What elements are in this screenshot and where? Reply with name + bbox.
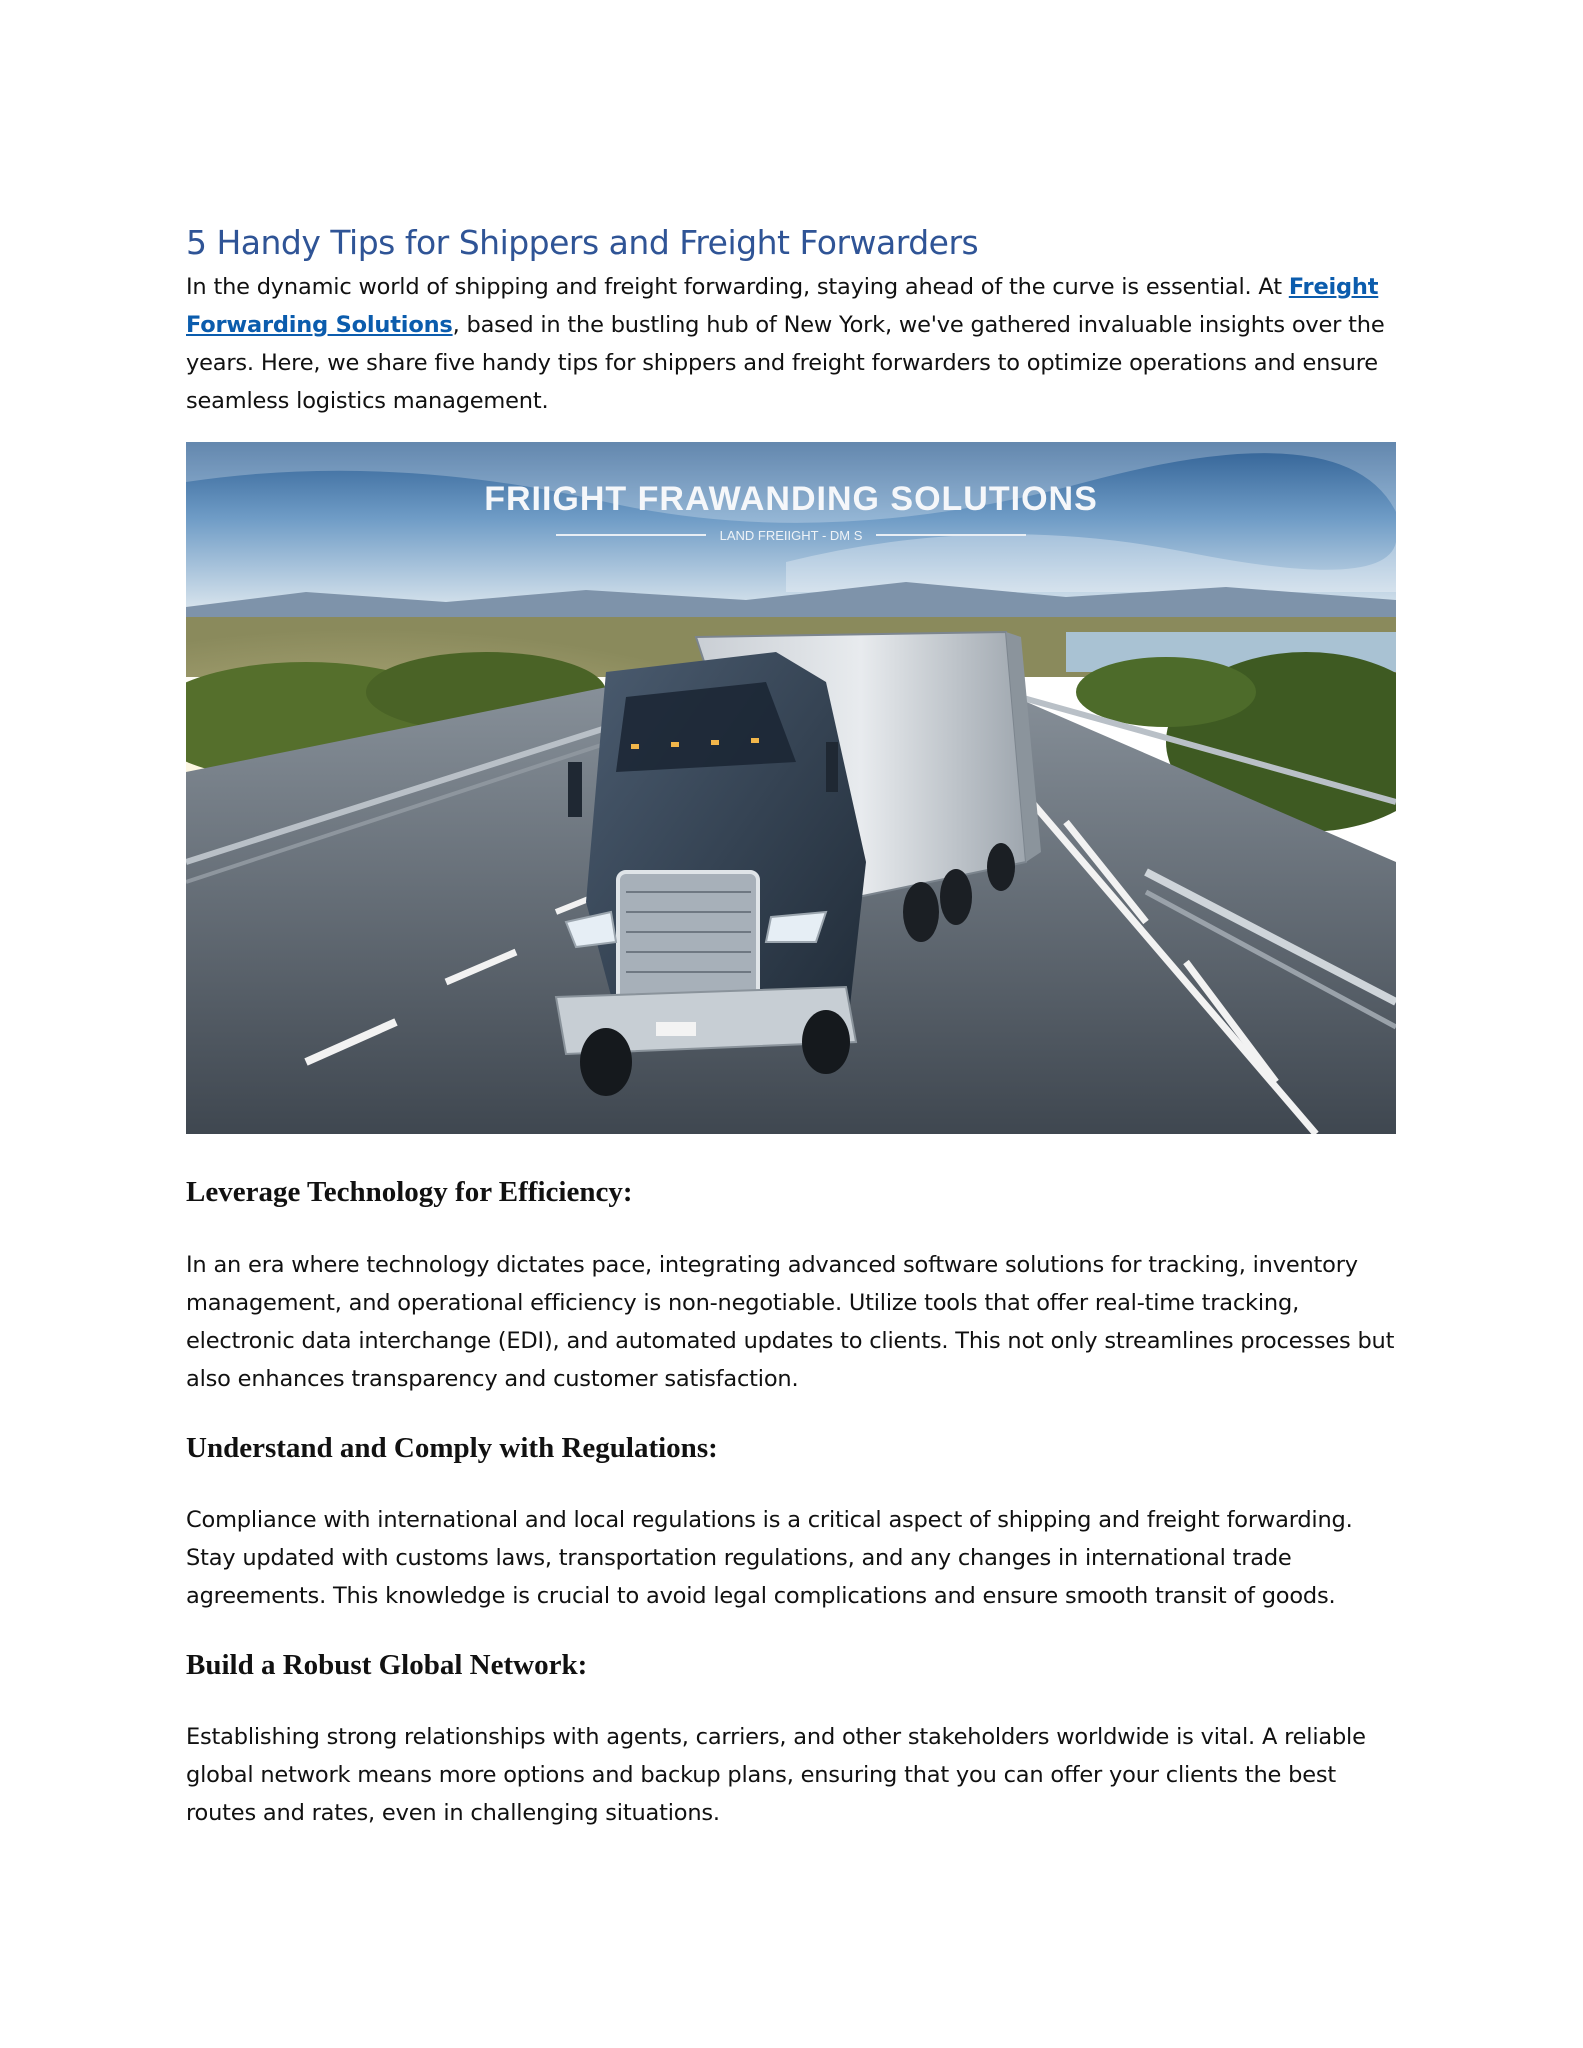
section-heading-technology: Leverage Technology for Efficiency: — [186, 1176, 633, 1208]
section-heading-network: Build a Robust Global Network: — [186, 1649, 588, 1681]
section-body-network: Establishing strong relationships with agents, carriers, and other stakeholders worldwide is vital. A reliable global network means more options and backup plans, ensuring that you can offer your clients the best routes and rates, even in challenging situations. — [186, 1724, 1366, 1826]
hero-image-truck — [186, 442, 1396, 1134]
hero-subline: LAND FREIIGHT - DM S — [719, 528, 863, 543]
section-body-technology: In an era where technology dictates pace, integrating advanced software solutions for tracking, inventory management, and operational efficiency is non-negotiable. Utilize tools that offer real-time tracking, electronic data interchange (EDI), and automated updates to clients. This not only streamlines processes but also enhances transparency and customer satisfaction. — [186, 1252, 1395, 1392]
hero-headline: FRIIGHT FRAWANDING SOLUTIONS — [484, 480, 1098, 518]
section-heading-regulations: Understand and Comply with Regulations: — [186, 1432, 718, 1464]
page-title: 5 Handy Tips for Shippers and Freight Forwarders — [186, 223, 979, 262]
freight-forwarding-solutions-link[interactable]: Freight Forwarding Solutions — [186, 274, 1379, 338]
section-body-regulations: Compliance with international and local regulations is a critical aspect of shipping and freight forwarding. Stay updated with customs laws, transportation regulations, and any changes in international trade agreements. This knowledge is crucial to avoid legal complications and ensure smooth transit of goods. — [186, 1507, 1353, 1609]
intro-text-before: In the dynamic world of shipping and freight forwarding, staying ahead of the curve is essential. At — [186, 274, 1289, 300]
document-page — [186, 218, 1396, 1832]
intro-paragraph — [186, 268, 1396, 420]
intro-text-after: , based in the bustling hub of New York, we've gathered invaluable insights over the years. Here, we share five handy tips for shippers and freight forwarders to optimize operations and ensure seamless logistics management. — [186, 312, 1385, 414]
